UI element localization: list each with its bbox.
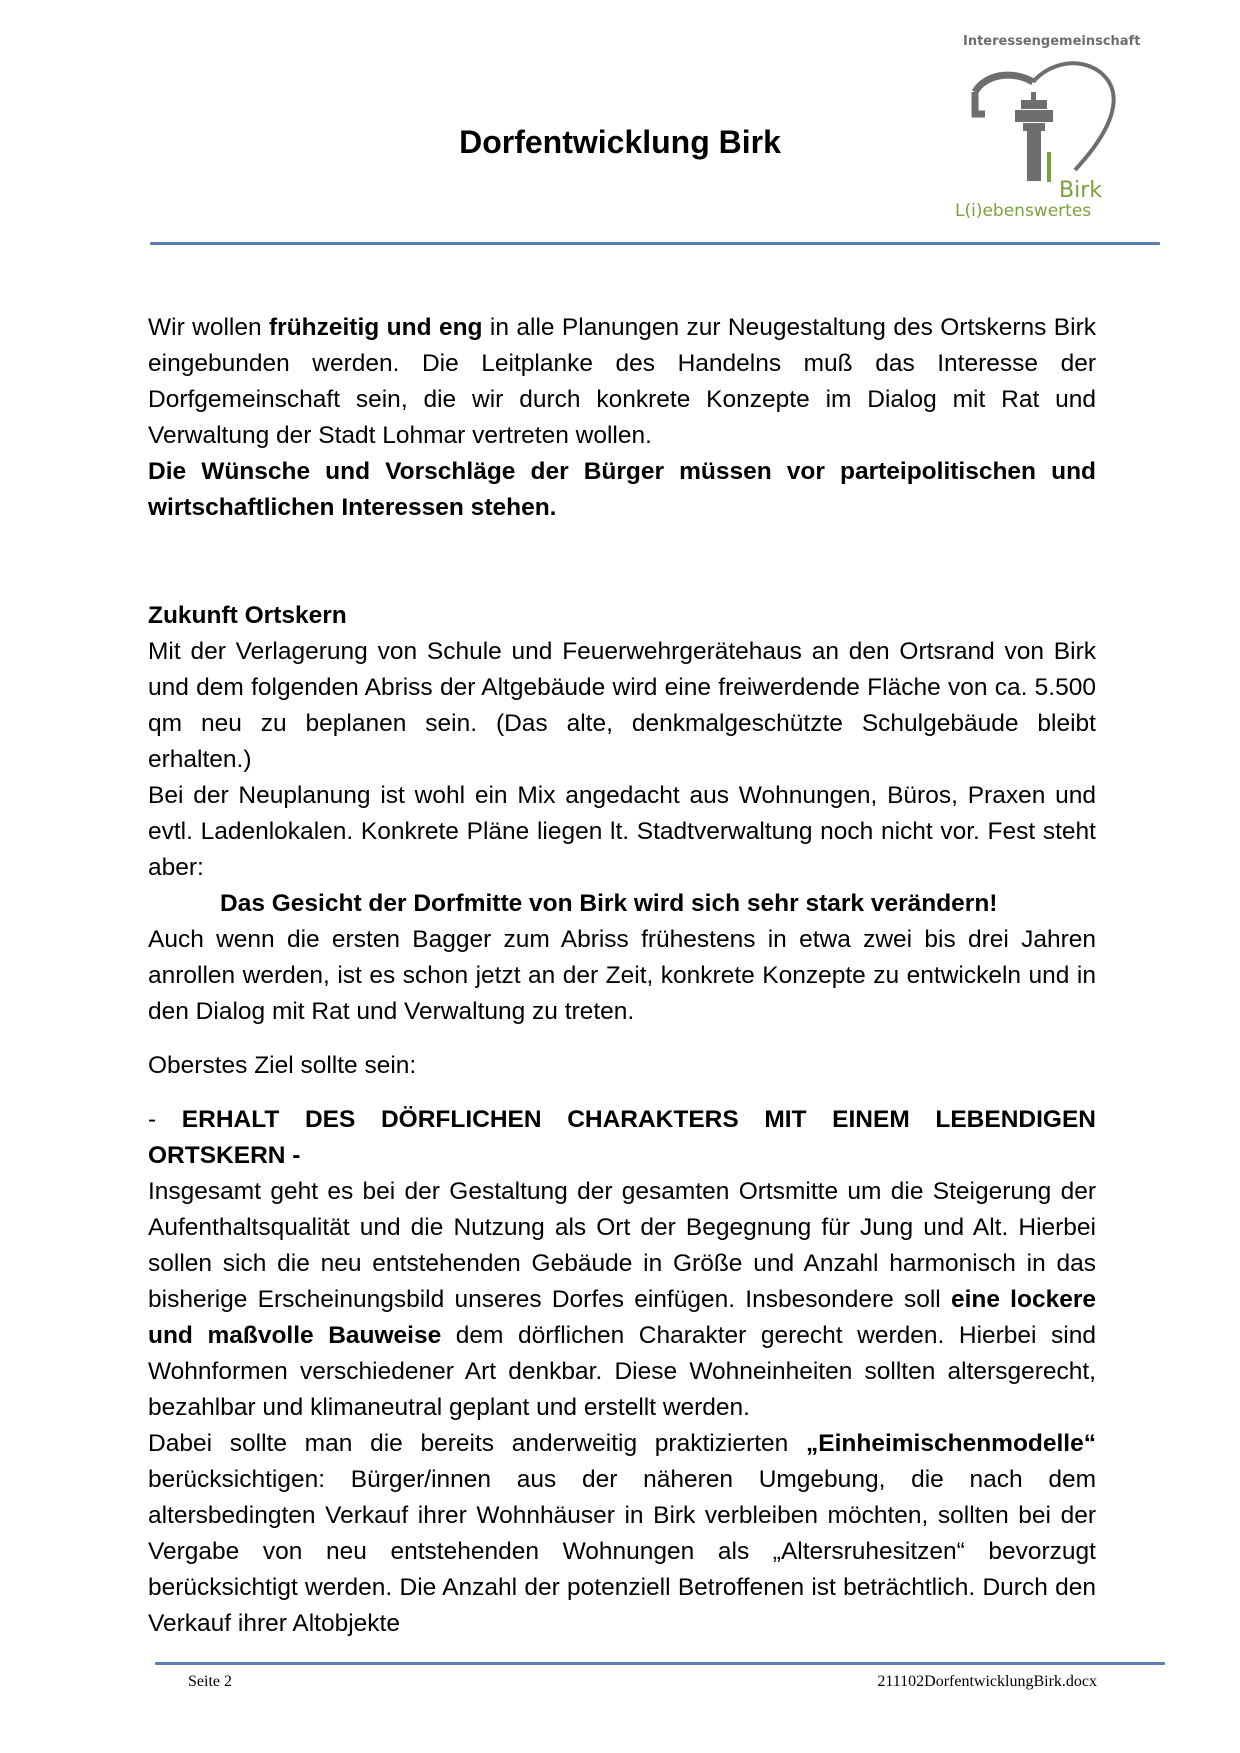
goal-line: - ERHALT DES DÖRFLICHEN CHARAKTERS MIT EINEM LEBENDIGEN ORTSKERN - [148, 1106, 1096, 1169]
page-number: Seite 2 [188, 1673, 232, 1690]
footer-divider [155, 1662, 1165, 1665]
paragraph: Insgesamt geht es bei der Gestaltung der gesamten Ortsmitte um die Steigerung der Aufenthaltsqualität und die Nutzung als Ort der Begegnung für Jung und Alt. Hierbei sollen sich die neu entstehenden Gebäude in Größe und Anzahl harmonisch in das bisherige Erscheinungsbild unseres Dorfes einfügen. Insbesondere soll eine lockere und maßvolle Bauweise dem dörflichen Charakter gerecht werden. Hierbei sind Wohnformen verschiedener Art denkbar. Diese Wohneinheiten sollten altersgerecht, bezahlbar und klimaneutral geplant und erstellt werden. [148, 1178, 1096, 1421]
header-divider [150, 242, 1160, 245]
document-body [148, 310, 1096, 1642]
section-heading: Zukunft Ortskern [148, 602, 347, 629]
logo-birk-text: Birk [1059, 178, 1102, 203]
goal-intro: Oberstes Ziel sollte sein: [148, 1052, 417, 1079]
paragraph: Bei der Neuplanung ist wohl ein Mix angedacht aus Wohnungen, Büros, Praxen und evtl. Ladenlokalen. Konkrete Pläne liegen lt. Stadtverwaltung noch nicht vor. Fest steht aber: [148, 782, 1096, 881]
tower-heart-icon [955, 52, 1130, 182]
intro-statement: Die Wünsche und Vorschläge der Bürger müssen vor parteipolitischen und wirtschaftlichen Interessen stehen. [148, 458, 1096, 521]
paragraph: Auch wenn die ersten Bagger zum Abriss frühestens in etwa zwei bis drei Jahren anrollen werden, ist es schon jetzt an der Zeit, konkrete Konzepte zu entwickeln und in den Dialog mit Rat und Verwaltung zu treten. [148, 926, 1096, 1025]
paragraph: Dabei sollte man die bereits anderweitig praktizierten „Einheimischenmodelle“ berücksichtigen: Bürger/innen aus der näheren Umgebung, die nach dem altersbedingten Verkauf ihrer Wohnhäuser in Birk verbleiben möchten, sollten bei der Vergabe von neu entstehenden Wohnungen als „Altersruhesitzen“ bevorzugt berücksichtigt werden. Die Anzahl der potenziell Betroffenen ist beträchtlich. Durch den Verkauf ihrer Altobjekte [148, 1430, 1096, 1637]
logo-slogan: L(i)ebenswertes [955, 201, 1092, 221]
emphasis-text: frühzeitig und eng [269, 314, 483, 341]
intro-paragraph: Wir wollen frühzeitig und eng in alle Planungen zur Neugestaltung des Ortskerns Birk eingebunden werden. Die Leitplanke des Handelns muß das Interesse der Dorfgemeinschaft sein, die wir durch konkrete Konzepte im Dialog mit Rat und Verwaltung der Stadt Lohmar vertreten wollen. [148, 314, 1097, 449]
organization-logo [955, 28, 1141, 228]
file-name: 211102DorfentwicklungBirk.docx [877, 1673, 1097, 1690]
page-title: Dorfentwicklung Birk [459, 124, 781, 160]
paragraph: Mit der Verlagerung von Schule und Feuerwehrgerätehaus an den Ortsrand von Birk und dem folgenden Abriss der Altgebäude wird eine freiwerdende Fläche von ca. 5.500 qm neu zu beplanen sein. (Das alte, denkmalgeschützte Schulgebäude bleibt erhalten.) [148, 638, 1096, 773]
logo-org-name: Interessengemeinschaft [963, 34, 1141, 49]
emphasis-line: Das Gesicht der Dorfmitte von Birk wird sich sehr stark verändern! [220, 890, 998, 917]
